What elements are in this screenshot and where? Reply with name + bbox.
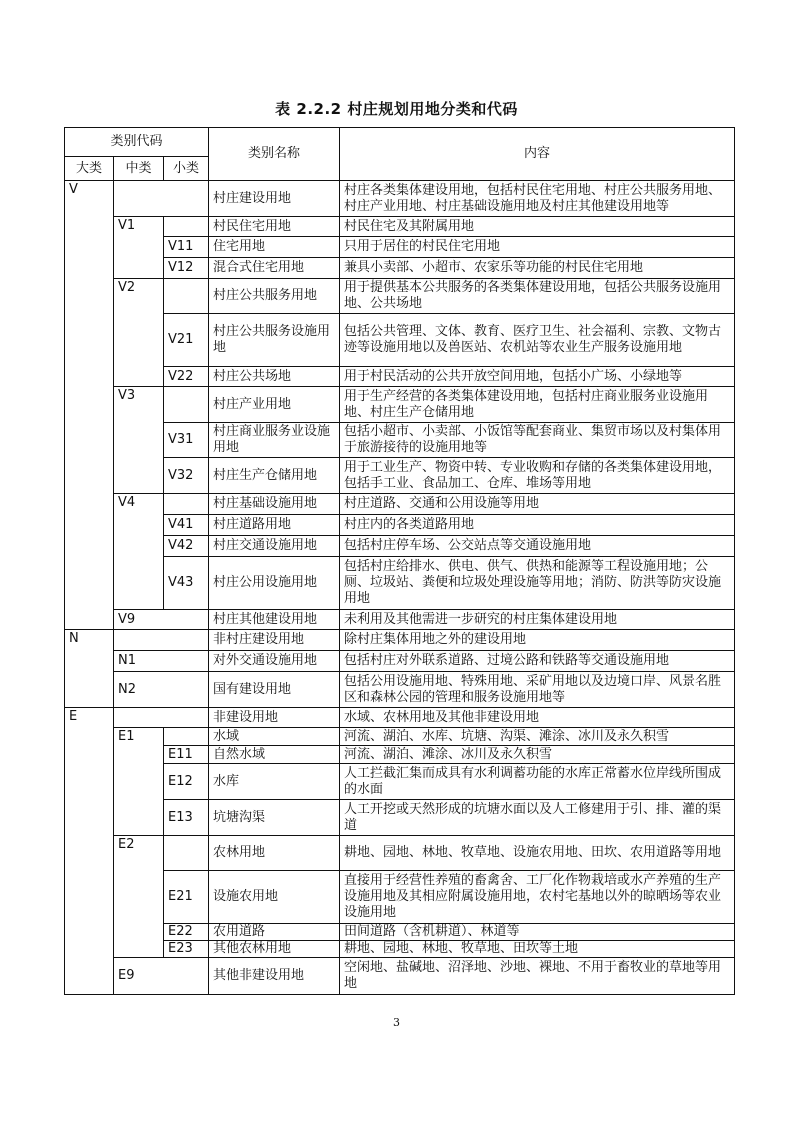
table-row [65, 557, 735, 610]
category-name: 其他农林用地 [209, 941, 340, 958]
code-minor-empty [164, 217, 209, 237]
category-name: 设施农用地 [209, 871, 340, 924]
category-content: 村民住宅及其附属用地 [340, 217, 735, 237]
code-minor: V43 [164, 557, 209, 610]
category-content: 村庄各类集体建设用地，包括村民住宅用地、村庄公共服务用地、村庄产业用地、村庄基础设施用地及村庄其他建设用地等 [340, 181, 735, 217]
category-name: 村庄建设用地 [209, 181, 340, 217]
code-minor-empty [164, 728, 209, 746]
table-row [65, 708, 735, 728]
header-content: 内容 [340, 128, 735, 181]
category-name: 村庄公共服务用地 [209, 279, 340, 314]
table-row [65, 728, 735, 746]
table-row [65, 258, 735, 279]
code-minor: V32 [164, 458, 209, 494]
code-minor: E12 [164, 764, 209, 800]
category-name: 国有建设用地 [209, 672, 340, 708]
code-minor: E13 [164, 800, 209, 836]
header-code-group: 类别代码 [65, 128, 209, 157]
code-minor: V11 [164, 237, 209, 258]
category-content: 耕地、园地、林地、牧草地、田坎等土地 [340, 941, 735, 958]
land-use-classification-table [64, 127, 735, 995]
table-row [65, 458, 735, 494]
table-row [65, 630, 735, 651]
category-name: 村庄公用设施用地 [209, 557, 340, 610]
category-content: 河流、湖泊、滩涂、冰川及永久积雪 [340, 746, 735, 764]
header-row [65, 128, 735, 157]
code-minor: V31 [164, 423, 209, 458]
category-content: 直接用于经营性养殖的畜禽舍、工厂化作物栽培或水产养殖的生产设施用地及其相应附属设施用地，农村宅基地以外的晾晒场等农业设施用地 [340, 871, 735, 924]
table-row [65, 836, 735, 871]
table-row [65, 217, 735, 237]
table-row [65, 800, 735, 836]
category-name: 非村庄建设用地 [209, 630, 340, 651]
category-name: 住宅用地 [209, 237, 340, 258]
table-row [65, 367, 735, 387]
table-row [65, 924, 735, 941]
category-content: 耕地、园地、林地、牧草地、设施农用地、田坎、农用道路等用地 [340, 836, 735, 871]
code-medium: E9 [114, 958, 209, 995]
header-medium: 中类 [114, 157, 164, 181]
category-content: 包括公用设施用地、特殊用地、采矿用地以及边境口岸、风景名胜区和森林公园的管理和服务设施用地等 [340, 672, 735, 708]
category-content: 兼具小卖部、小超市、农家乐等功能的村民住宅用地 [340, 258, 735, 279]
category-name: 村庄其他建设用地 [209, 610, 340, 630]
code-minor: V12 [164, 258, 209, 279]
table-row [65, 423, 735, 458]
code-medium: V9 [114, 610, 209, 630]
category-content: 未利用及其他需进一步研究的村庄集体建设用地 [340, 610, 735, 630]
category-content: 人工拦截汇集而成具有水利调蓄功能的水库正常蓄水位岸线所围成的水面 [340, 764, 735, 800]
code-minor: E23 [164, 941, 209, 958]
code-medium: E1 [114, 728, 164, 836]
category-content: 用于工业生产、物资中转、专业收购和存储的各类集体建设用地，包括手工业、食品加工、仓库、堆场等用地 [340, 458, 735, 494]
category-content: 用于村民活动的公共开放空间用地，包括小广场、小绿地等 [340, 367, 735, 387]
code-medium: V4 [114, 494, 164, 610]
code-major: N [65, 630, 114, 708]
category-name: 村庄公共场地 [209, 367, 340, 387]
category-name: 水域 [209, 728, 340, 746]
category-content: 包括公共管理、文体、教育、医疗卫生、社会福利、宗教、文物古迹等设施用地以及兽医站、农机站等农业生产服务设施用地 [340, 314, 735, 367]
code-empty [114, 181, 209, 217]
code-medium: V1 [114, 217, 164, 279]
category-name: 村庄基础设施用地 [209, 494, 340, 515]
table-row [65, 941, 735, 958]
table-row [65, 651, 735, 672]
page-number: 3 [393, 1016, 400, 1029]
table-row [65, 610, 735, 630]
table-row [65, 536, 735, 557]
table-row [65, 746, 735, 764]
table-row [65, 279, 735, 314]
code-minor: V22 [164, 367, 209, 387]
code-minor-empty [164, 836, 209, 871]
category-content: 包括小超市、小卖部、小饭馆等配套商业、集贸市场以及村集体用于旅游接待的设施用地等 [340, 423, 735, 458]
header-name: 类别名称 [209, 128, 340, 181]
table-row [65, 387, 735, 423]
table-row [65, 764, 735, 800]
category-content: 田间道路（含机耕道）、林道等 [340, 924, 735, 941]
category-name: 其他非建设用地 [209, 958, 340, 995]
code-major: V [65, 181, 114, 630]
category-content: 村庄内的各类道路用地 [340, 515, 735, 536]
category-name: 农林用地 [209, 836, 340, 871]
code-minor: V42 [164, 536, 209, 557]
code-medium: N1 [114, 651, 209, 672]
code-minor: E11 [164, 746, 209, 764]
table-row [65, 672, 735, 708]
category-content: 包括村庄给排水、供电、供气、供热和能源等工程设施用地；公厕、垃圾站、粪便和垃圾处理设施等用地；消防、防洪等防灾设施用地 [340, 557, 735, 610]
code-minor-empty [164, 279, 209, 314]
category-name: 村庄道路用地 [209, 515, 340, 536]
category-name: 对外交通设施用地 [209, 651, 340, 672]
code-medium: N2 [114, 672, 209, 708]
header-major: 大类 [65, 157, 114, 181]
table-row [65, 181, 735, 217]
category-name: 村民住宅用地 [209, 217, 340, 237]
category-content: 用于提供基本公共服务的各类集体建设用地，包括公共服务设施用地、公共场地 [340, 279, 735, 314]
code-minor: V21 [164, 314, 209, 367]
code-empty [114, 630, 209, 651]
category-content: 只用于居住的村民住宅用地 [340, 237, 735, 258]
table-row [65, 515, 735, 536]
code-minor-empty [164, 387, 209, 423]
category-name: 非建设用地 [209, 708, 340, 728]
category-name: 混合式住宅用地 [209, 258, 340, 279]
table-row [65, 494, 735, 515]
code-medium: V3 [114, 387, 164, 494]
category-content: 河流、湖泊、水库、坑塘、沟渠、滩涂、冰川及永久积雪 [340, 728, 735, 746]
code-minor: V41 [164, 515, 209, 536]
code-minor: E21 [164, 871, 209, 924]
category-content: 包括村庄停车场、公交站点等交通设施用地 [340, 536, 735, 557]
category-name: 村庄交通设施用地 [209, 536, 340, 557]
table-row [65, 871, 735, 924]
category-content: 除村庄集体用地之外的建设用地 [340, 630, 735, 651]
code-minor: E22 [164, 924, 209, 941]
code-medium: E2 [114, 836, 164, 958]
table-title: 表 2.2.2 村庄规划用地分类和代码 [275, 100, 518, 118]
category-content: 空闲地、盐碱地、沼泽地、沙地、裸地、不用于畜牧业的草地等用地 [340, 958, 735, 995]
table-row [65, 958, 735, 995]
code-empty [114, 708, 209, 728]
category-name: 村庄生产仓储用地 [209, 458, 340, 494]
category-content: 村庄道路、交通和公用设施等用地 [340, 494, 735, 515]
category-content: 人工开挖或天然形成的坑塘水面以及人工修建用于引、排、灌的渠道 [340, 800, 735, 836]
category-name: 农用道路 [209, 924, 340, 941]
category-name: 坑塘沟渠 [209, 800, 340, 836]
code-minor-empty [164, 494, 209, 515]
header-minor: 小类 [164, 157, 209, 181]
code-medium: V2 [114, 279, 164, 387]
category-content: 包括村庄对外联系道路、过境公路和铁路等交通设施用地 [340, 651, 735, 672]
category-name: 村庄商业服务业设施用地 [209, 423, 340, 458]
category-name: 自然水域 [209, 746, 340, 764]
code-major: E [65, 708, 114, 995]
category-name: 水库 [209, 764, 340, 800]
category-content: 用于生产经营的各类集体建设用地，包括村庄商业服务业设施用地、村庄生产仓储用地 [340, 387, 735, 423]
table-row [65, 314, 735, 367]
table-row [65, 237, 735, 258]
category-name: 村庄公共服务设施用地 [209, 314, 340, 367]
category-name: 村庄产业用地 [209, 387, 340, 423]
category-content: 水域、农林用地及其他非建设用地 [340, 708, 735, 728]
